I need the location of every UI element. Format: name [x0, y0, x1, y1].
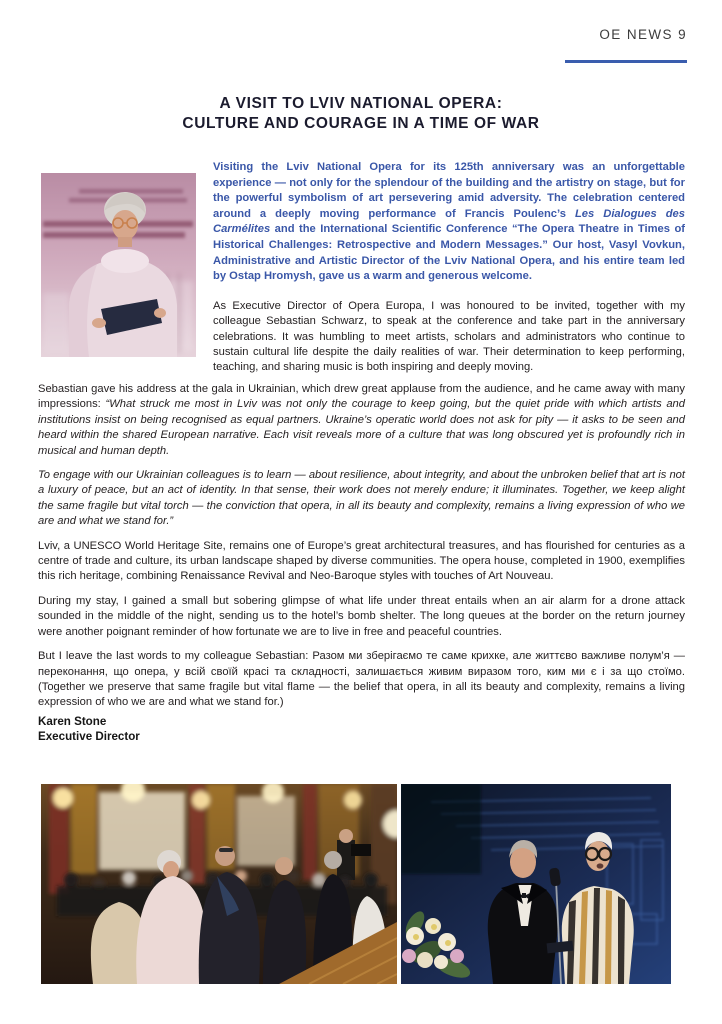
sebastian-intro-text: Sebastian gave his address at the gala in Ukrainian, which drew great applause from the audience, and he came away with many impressions:: [38, 383, 685, 411]
paragraph-lviv-heritage: Lviv, a UNESCO World Heritage Site, remains one of Europe’s great architectural treasures, and has flourished for centuries as a centre of trade and culture, its urban landscape shaped by diverse communities. The opera house, completed in 1900, exemplifies this rich heritage, combining Renaissance Revival and Neo-Baroque styles with touches of Art Nouveau.: [38, 539, 685, 583]
lead-text-2: and the International Scientific Conference “The Opera Theatre in Times of Historical Challenges: Retrospective and Modern Messages.” Our host, Vasyl Vovkun, Administrative and Artistic Director of the Lviv National Opera, and his entire team led by Ostap Hromysh, gave us a warm and generous welcome.: [213, 223, 685, 283]
article-title-line2: CULTURE AND COURAGE IN A TIME OF WAR: [182, 115, 540, 132]
stage-photo-art: [401, 784, 671, 984]
paragraph-my-stay: During my stay, I gained a small but sobering glimpse of what life under threat entails when an air alarm for a drone attack sounded in the middle of the night, sending us to the hotel’s bomb shelter. The long queues at the border on the return journey were another poignant reminder of how fortunate we are to live in free and peaceful countries.: [38, 594, 685, 638]
intro-column: [213, 160, 685, 376]
paragraph-executive-director: As Executive Director of Opera Europa, I was honoured to be invited, together with my colleague Sebastian Schwarz, to speak at the conference and take part in the anniversary celebrations. It was humbling to meet artists, scholars and administrators who continue to sustain cultural life despite the daily realities of war. Their determination to keep performing, teaching, and sharing music is both inspiring and deeply moving.: [213, 299, 685, 374]
audience-photo-art: [41, 784, 397, 984]
article-title: [0, 94, 722, 134]
opera-work-title: Les Dialogues des Carmélites: [213, 207, 685, 236]
page-header-label: OE NEWS 9: [599, 27, 687, 42]
signature-role: Executive Director: [38, 729, 140, 743]
lead-text-1: Visiting the Lviv National Opera for its 125th anniversary was an unforgettable experience — not only for the splendour of the building and the artistry on stage, but for the powerful symbolism of art persevering amid adversity. The celebration centered around a deeply moving performance of Francis Poulenc’s: [213, 161, 685, 220]
paragraph-engage-quote: To engage with our Ukrainian colleagues is to learn — about resilience, about integrity, and about the unbroken belief that art is not a luxury of peace, but an act of identity. In that sense, their work does not merely endure; it illuminates. Together, we keep alight the same fragile but vital torch — the conviction that opera, in all its beauty and complexity, remains a living expression of who we are and what we stand for.”: [38, 469, 685, 528]
signature-block: [38, 715, 140, 744]
speaker-photo: [41, 173, 196, 357]
lead-paragraph: [213, 160, 685, 285]
paragraph-sebastian: [38, 382, 685, 459]
article-title-line1: A VISIT TO LVIV NATIONAL OPERA:: [219, 95, 503, 112]
audience-photo: [41, 784, 397, 984]
speaker-photo-art: [41, 173, 196, 357]
signature-name: Karen Stone: [38, 715, 107, 728]
photo-row: [41, 784, 671, 984]
stage-photo: [401, 784, 671, 984]
header-divider-line: [565, 60, 687, 63]
sebastian-quote-text: “What struck me most in Lviv was not only the courage to keep going, but the quiet pride with which artists and institutions insist on being recognised as equal partners. Ukraine’s operatic world does not ask for pity — it asks to be seen and heard within the shared European narrative. Each visit reveals more of a culture that was long obscured yet is profoundly rich in musical and human depth.: [38, 398, 685, 457]
paragraph-last-words: But I leave the last words to my colleague Sebastian: Разом ми зберігаємо те саме крихке, але життєво важливе полум’я — переконання, що опера, у всій своїй красі та складності, залишається живим виразом того, ким ми є і за що стоїмо. (Together we preserve that same fragile but vital flame — the belief that opera, in all its beauty and complexity, remains a living expression of who we are and what we stand for.): [38, 650, 685, 709]
article-body: [38, 382, 685, 711]
